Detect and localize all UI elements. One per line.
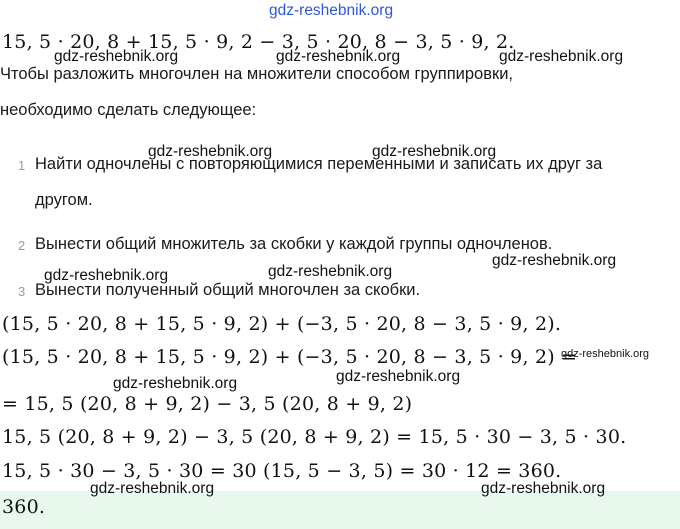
watermark: gdz-reshebnik.org: [44, 267, 169, 284]
watermark: gdz-reshebnik.org: [492, 252, 617, 269]
problem-expression: 15, 5 · 20, 8 + 15, 5 · 9, 2 − 3, 5 · 20, 8 − 3, 5 · 9, 2.: [2, 31, 515, 53]
step-3-line-1: Вынести полученный общий многочлен за скобки.: [35, 281, 421, 299]
intro-line-2: необходимо сделать следующее:: [0, 101, 257, 119]
watermark-top: gdz-reshebnik.org: [269, 2, 394, 19]
solution-line-1: (15, 5 · 20, 8 + 15, 5 · 9, 2) + (−3, 5 · 20, 8 − 3, 5 · 9, 2).: [2, 313, 562, 335]
solution-line-2: (15, 5 · 20, 8 + 15, 5 · 9, 2) + (−3, 5 · 20, 8 − 3, 5 · 9, 2) =: [2, 346, 578, 368]
watermark: gdz-reshebnik.org: [148, 143, 273, 160]
solution-line-3: = 15, 5 (20, 8 + 9, 2) − 3, 5 (20, 8 + 9, 2): [2, 393, 413, 415]
step-3-number: 3: [18, 284, 26, 299]
intro-line-1: Чтобы разложить многочлен на множители способом группировки,: [0, 65, 513, 83]
watermark: gdz-reshebnik.org: [336, 368, 461, 385]
answer-value: 360.: [2, 496, 46, 518]
watermark: gdz-reshebnik.org: [499, 48, 624, 65]
watermark: gdz-reshebnik.org: [268, 263, 393, 280]
step-2-number: 2: [18, 238, 26, 253]
watermark: gdz-reshebnik.org: [481, 480, 606, 497]
step-1-number: 1: [18, 158, 26, 173]
step-1-line-1: Найти одночлены с повторяющимися переменными и записать их друг за: [35, 155, 603, 173]
solution-line-4: 15, 5 (20, 8 + 9, 2) − 3, 5 (20, 8 + 9, 2) = 15, 5 · 30 − 3, 5 · 30.: [2, 426, 627, 448]
step-1-line-2: другом.: [35, 191, 93, 209]
watermark: gdz-reshebnik.org: [54, 48, 179, 65]
watermark: gdz-reshebnik.org: [276, 48, 401, 65]
watermark-small: gdz-reshebnik.org: [561, 348, 650, 360]
solution-line-5: 15, 5 · 30 − 3, 5 · 30 = 30 (15, 5 − 3, 5) = 30 · 12 = 360.: [2, 460, 562, 482]
watermark: gdz-reshebnik.org: [90, 480, 215, 497]
step-2-line-1: Вынести общий множитель за скобки у каждой группы одночленов.: [35, 235, 553, 253]
watermark: gdz-reshebnik.org: [372, 143, 497, 160]
watermark: gdz-reshebnik.org: [113, 375, 238, 392]
